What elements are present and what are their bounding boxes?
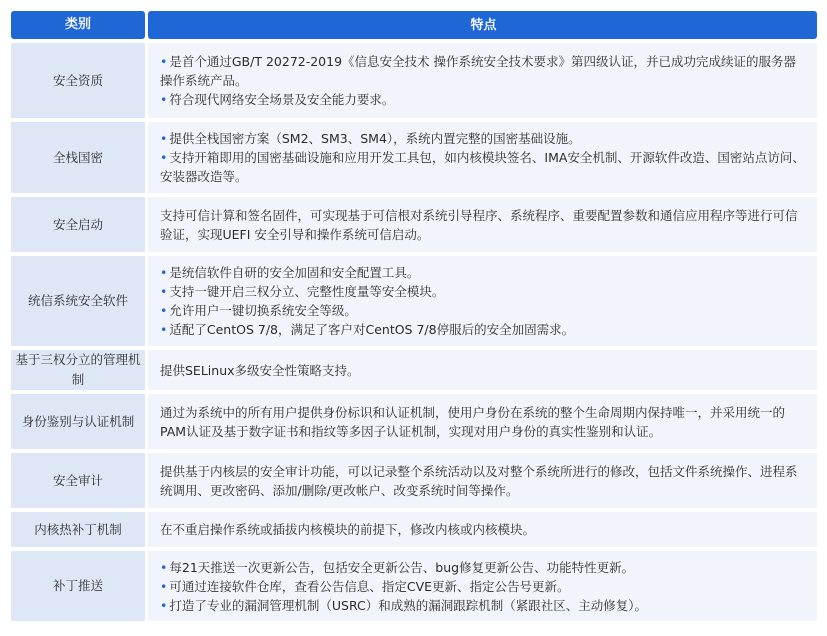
feature-item: • 可通过连接软件仓库，查看公告信息、指定CVE更新、指定公告号更新。 — [160, 577, 807, 596]
feature-item: 提供SELinux多级安全性策略支持。 — [160, 362, 360, 378]
feature-item: 在不重启操作系统或插拔内核模块的前提下，修改内核或内核模块。 — [160, 522, 536, 537]
row-features — [148, 197, 817, 252]
row-features — [148, 256, 817, 346]
row-features — [148, 350, 817, 390]
feature-item: 支持可信计算和签名固件，可实现基于可信根对系统引导程序、系统程序、重要配置参数和通信应用程序等进行可信验证，实现UEFI 安全引导和操作系统可信启动。 — [160, 207, 798, 242]
feature-item: • 提供全栈国密方案（SM2、SM3、SM4），系统内置完整的国密基础设施。 — [160, 129, 807, 148]
row-category: 安全启动 — [11, 197, 145, 252]
feature-item: • 是首个通过GB/T 20272-2019《信息安全技术 操作系统安全技术要求》第四级认证，并已成功完成续证的服务器操作系统产品。 — [160, 52, 807, 90]
header-features: 特点 — [148, 11, 817, 39]
row-features — [148, 512, 817, 547]
table-row — [11, 122, 817, 193]
table-row — [11, 256, 817, 346]
feature-item: • 支持开箱即用的国密基础设施和应用开发工具包，如内核模块签名、IMA安全机制、开源软件改造、国密站点访问、安装器改造等。 — [160, 148, 807, 186]
feature-item: • 符合现代网络安全场景及安全能力要求。 — [160, 90, 807, 109]
feature-item: • 打造了专业的漏洞管理机制（USRC）和成熟的漏洞跟踪机制（紧跟社区、主动修复）。 — [160, 596, 807, 615]
feature-item: • 适配了CentOS 7/8，满足了客户对CentOS 7/8停服后的安全加固需求。 — [160, 320, 807, 339]
feature-table — [11, 11, 817, 625]
row-category: 全栈国密 — [11, 122, 145, 193]
table-header-row — [11, 11, 817, 39]
row-features — [148, 551, 817, 621]
row-category: 安全资质 — [11, 43, 145, 118]
table-row — [11, 512, 817, 547]
feature-item: 提供基于内核层的安全审计功能，可以记录整个系统活动以及对整个系统所进行的修改，包括文件系统操作、进程系统调用、更改密码、添加/删除/更改帐户、改变系统时间等操作。 — [160, 463, 798, 498]
row-features — [148, 453, 817, 508]
table-row — [11, 394, 817, 449]
row-category: 补丁推送 — [11, 551, 145, 621]
row-category: 身份鉴别与认证机制 — [11, 394, 145, 449]
feature-item: • 是统信软件自研的安全加固和安全配置工具。 — [160, 263, 807, 282]
row-category: 安全审计 — [11, 453, 145, 508]
row-features — [148, 43, 817, 118]
row-features — [148, 122, 817, 193]
header-category: 类别 — [11, 11, 145, 39]
feature-item: • 允许用户一键切换系统安全等级。 — [160, 301, 807, 320]
row-category: 基于三权分立的管理机制 — [11, 350, 145, 390]
feature-item: 通过为系统中的所有用户提供身份标识和认证机制，使用户身份在系统的整个生命周期内保持唯一，并采用统一的PAM认证及基于数字证书和指纹等多因子认证机制，实现对用户身份的真实性鉴别和认证。 — [160, 404, 786, 439]
feature-item: • 支持一键开启三权分立、完整性度量等安全模块。 — [160, 282, 807, 301]
row-category: 统信系统安全软件 — [11, 256, 145, 346]
feature-item: • 每21天推送一次更新公告，包括安全更新公告、bug修复更新公告、功能特性更新。 — [160, 558, 807, 577]
table-row — [11, 453, 817, 508]
row-features — [148, 394, 817, 449]
table-row — [11, 43, 817, 118]
table-row — [11, 551, 817, 621]
table-row — [11, 350, 817, 390]
table-row — [11, 197, 817, 252]
row-category: 内核热补丁机制 — [11, 512, 145, 547]
